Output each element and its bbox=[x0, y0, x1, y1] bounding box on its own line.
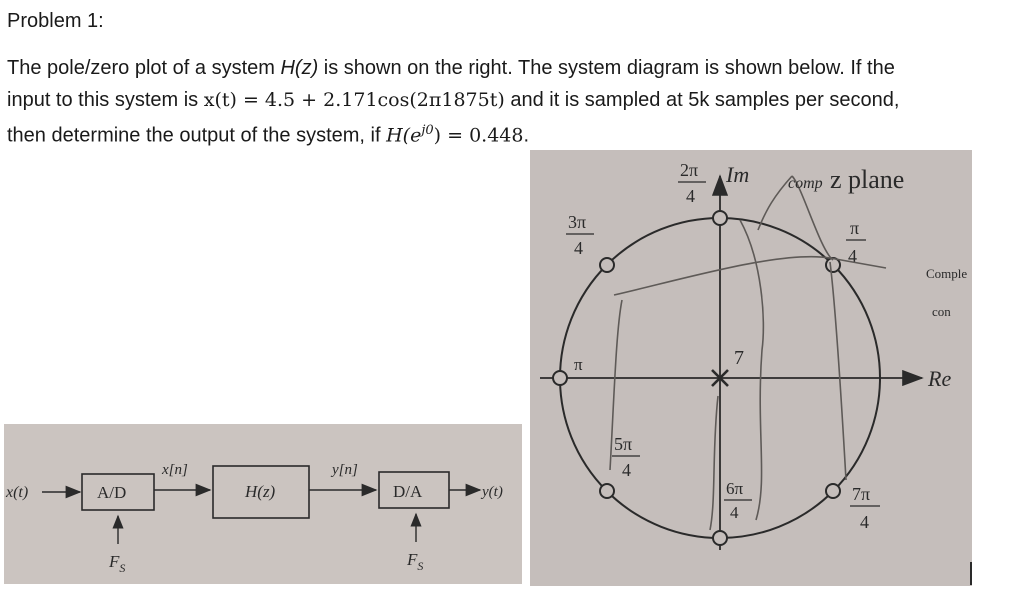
text-segment: input to this system is bbox=[7, 89, 204, 111]
zero-marker-2pi-4 bbox=[713, 211, 727, 225]
angle-label-6pi-4 bbox=[724, 479, 752, 522]
svg-text:4: 4 bbox=[622, 460, 631, 480]
angle-label-pi-4 bbox=[846, 218, 866, 266]
problem-heading: Problem 1: bbox=[7, 10, 104, 32]
zero-marker-7pi-4 bbox=[826, 484, 840, 498]
angle-label-2pi-4 bbox=[678, 160, 706, 206]
imag-axis-label: Im bbox=[726, 162, 750, 187]
problem-text-line-3 bbox=[7, 117, 529, 150]
da-label: D/A bbox=[393, 482, 423, 501]
input-signal-equation: x(t) = 4.5 + 2.171cos(2π1875t) bbox=[203, 89, 505, 111]
zero-marker-6pi-4 bbox=[713, 531, 727, 545]
svg-text:3π: 3π bbox=[568, 212, 587, 232]
real-axis-label: Re bbox=[928, 366, 952, 391]
system-diagram-photo bbox=[4, 424, 522, 584]
svg-text:2π: 2π bbox=[680, 160, 699, 180]
zero-marker-3pi-4 bbox=[600, 258, 614, 272]
svg-text:6π: 6π bbox=[726, 479, 744, 498]
yn-label: y[n] bbox=[332, 462, 358, 478]
angle-label-pi: π bbox=[574, 355, 583, 374]
svg-text:5π: 5π bbox=[614, 434, 633, 454]
angle-label-7pi-4 bbox=[850, 484, 880, 532]
svg-text:4: 4 bbox=[574, 238, 583, 258]
text-segment: and it is sampled at 5k samples per second, bbox=[504, 89, 900, 111]
svg-text:7π: 7π bbox=[852, 484, 871, 504]
zplane-title: z plane bbox=[830, 165, 905, 194]
handwritten-note-right-1: Comple bbox=[926, 266, 968, 281]
handwritten-note-top: comp bbox=[788, 175, 823, 192]
pole-multiplicity-label: 7 bbox=[734, 347, 744, 369]
hz-label: H(z) bbox=[245, 482, 276, 501]
text-segment: The pole/zero plot of a system bbox=[7, 57, 281, 79]
svg-text:4: 4 bbox=[730, 503, 739, 522]
angle-label-5pi-4 bbox=[612, 434, 640, 480]
angle-label-3pi-4 bbox=[566, 212, 594, 258]
dc-gain-exponent: j0 bbox=[421, 123, 434, 138]
output-signal-label: y(t) bbox=[482, 484, 503, 500]
da-fs-label: $F_S$ bbox=[407, 550, 424, 573]
input-signal-label: x(t) bbox=[6, 484, 29, 501]
dc-gain-equation: H(e bbox=[386, 124, 422, 147]
system-function-label: H(z) bbox=[280, 57, 319, 79]
text-segment: . bbox=[523, 124, 530, 147]
zero-marker-5pi-4 bbox=[600, 484, 614, 498]
dc-gain-value: ) = 0.448 bbox=[433, 124, 524, 147]
xn-label: x[n] bbox=[162, 462, 188, 478]
problem-text-line-2 bbox=[7, 86, 899, 114]
zero-marker-pi bbox=[553, 371, 567, 385]
text-segment: is shown on the right. The system diagram is shown below. If the bbox=[318, 57, 895, 79]
ad-label: A/D bbox=[97, 483, 127, 502]
problem-text-line-1 bbox=[7, 54, 895, 82]
svg-text:4: 4 bbox=[860, 512, 869, 532]
svg-text:4: 4 bbox=[686, 186, 695, 206]
zplane-photo bbox=[530, 150, 972, 586]
svg-text:π: π bbox=[850, 218, 860, 238]
text-segment: then determine the output of the system, if bbox=[7, 124, 387, 147]
handwritten-note-right-2: con bbox=[932, 304, 951, 319]
svg-text:4: 4 bbox=[848, 246, 857, 266]
ad-fs-label: $F_S$ bbox=[109, 552, 126, 575]
page-edge-mark bbox=[970, 562, 972, 585]
